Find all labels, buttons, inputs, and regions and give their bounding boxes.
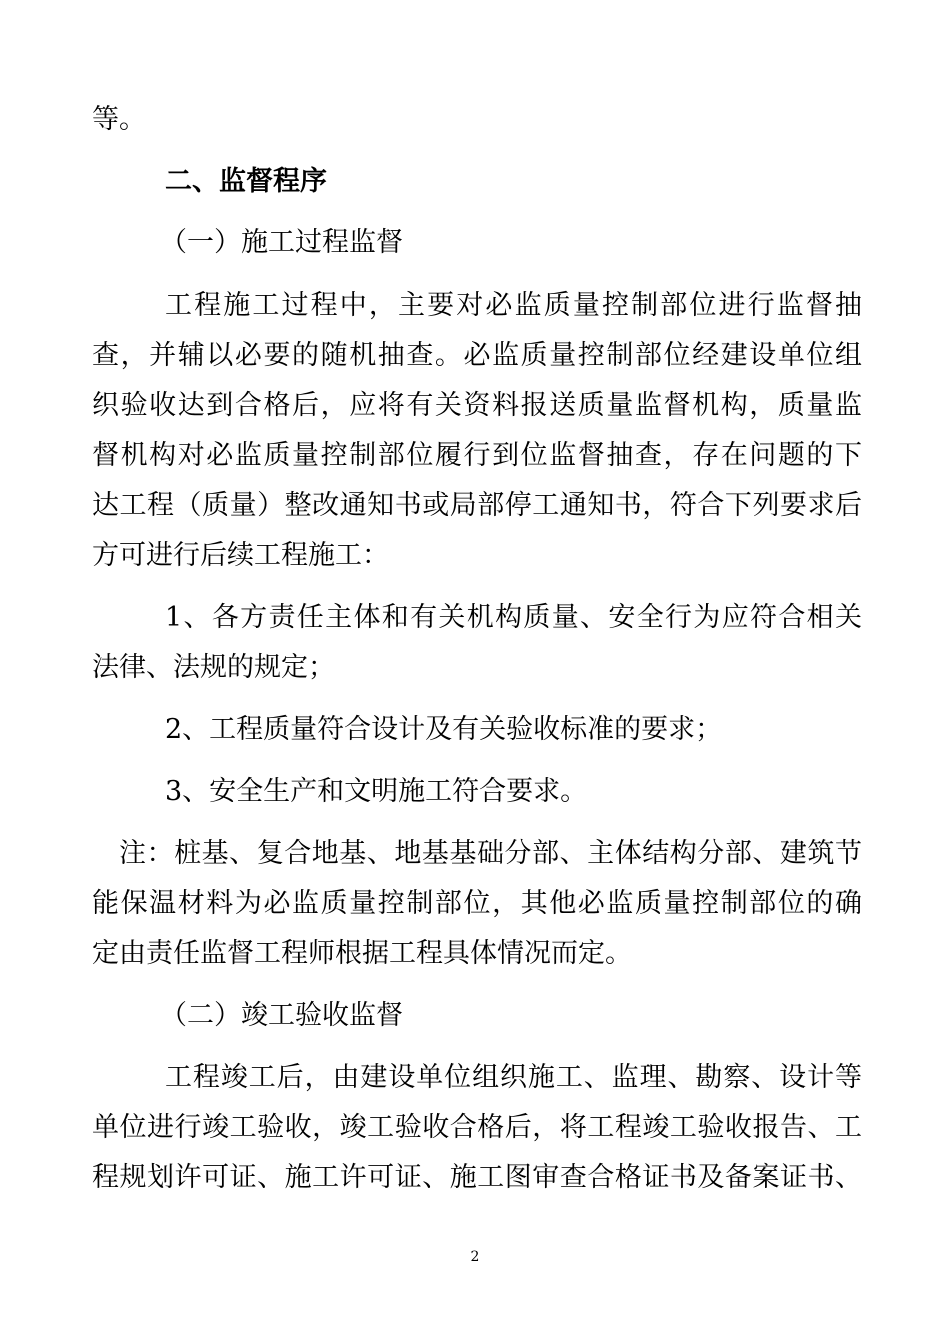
paragraph-line: 督机构对必监质量控制部位履行到位监督抽查，存在问题的下: [92, 440, 862, 471]
paragraph-line: 单位进行竣工验收，竣工验收合格后，将工程竣工验收报告、工: [92, 1112, 862, 1143]
list-item-1-line: 法律、法规的规定；: [92, 652, 335, 683]
note-line: 能保温材料为必监质量控制部位，其他必监质量控制部位的确: [92, 888, 862, 919]
subsection-heading-construction: （一）施工过程监督: [160, 227, 403, 258]
list-item-1-line: 1、各方责任主体和有关机构质量、安全行为应符合相关: [165, 602, 862, 633]
page-number: 2: [470, 1249, 480, 1265]
paragraph-tail-line: 等。: [92, 104, 146, 135]
list-item-2: 2、工程质量符合设计及有关验收标准的要求；: [165, 714, 723, 745]
note-line: 注：桩基、复合地基、地基基础分部、主体结构分部、建筑节: [119, 838, 862, 869]
list-item-3: 3、安全生产和文明施工符合要求。: [165, 776, 588, 807]
paragraph-line: 织验收达到合格后，应将有关资料报送质量监督机构，质量监: [92, 390, 862, 421]
paragraph-line: 查，并辅以必要的随机抽查。必监质量控制部位经建设单位组: [92, 340, 862, 371]
paragraph-line: 方可进行后续工程施工：: [92, 540, 389, 571]
note-line: 定由责任监督工程师根据工程具体情况而定。: [92, 938, 632, 969]
paragraph-line: 程规划许可证、施工许可证、施工图审查合格证书及备案证书、: [92, 1162, 862, 1193]
section-heading: 二、监督程序: [165, 166, 327, 197]
paragraph-line: 工程施工过程中，主要对必监质量控制部位进行监督抽: [165, 290, 862, 321]
subsection-heading-acceptance: （二）竣工验收监督: [160, 1000, 403, 1031]
paragraph-line: 工程竣工后，由建设单位组织施工、监理、勘察、设计等: [165, 1062, 862, 1093]
paragraph-line: 达工程（质量）整改通知书或局部停工通知书，符合下列要求后: [92, 490, 862, 521]
